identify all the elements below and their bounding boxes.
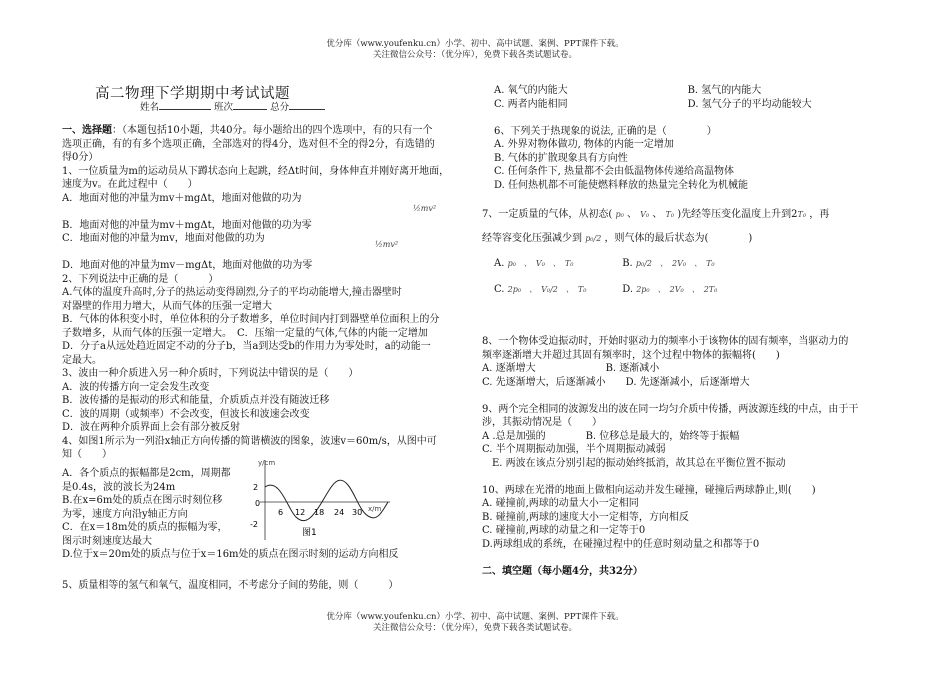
q4-option-line: D.位于x＝20m处的质点与位于x＝16m处的质点在图示时刻的运动方向相反 [62, 549, 399, 560]
q7-T0-b: T₀ [797, 210, 807, 219]
right2-line: B. 碰撞前,两球的速度大小一定相等，方向相反 [482, 511, 689, 523]
score-blank [289, 99, 325, 110]
q7 [482, 208, 922, 296]
left-line: 3、波由一种介质进入另一种介质时，下列说法中错误的是（ ） [62, 368, 359, 379]
exam-title: 高二物理下学期期中考试试题 [95, 86, 290, 102]
name-label: 姓名 [140, 102, 160, 113]
q4-option-line: C．在x＝18m处的质点的振幅为零， [62, 522, 228, 533]
left-line: 4、如图1所示为一列沿x轴正方向传播的简谐横波的图象，波速v＝60m/s，从图中可 [62, 435, 437, 447]
left-line: 子数增多，从而气体的压强一定增大。 C．压缩一定量的气体,气体的内能一定增加 [62, 327, 428, 339]
right2-line [482, 470, 922, 484]
fig-xtick-12: 12 [295, 508, 306, 517]
left-column [62, 124, 472, 462]
fig-xtick-18: 18 [314, 508, 325, 517]
q7-A-vals: p₀ 、 V₀ 、 T₀ [507, 259, 574, 268]
left-line: 定最大。 [62, 354, 102, 366]
class-blank [233, 99, 267, 110]
fig-ylabel: y/cm [258, 459, 276, 467]
fig-ytick-2: 2 [253, 483, 259, 492]
q4-option-line: 为零，速度方向沿y轴正方向 [62, 508, 188, 520]
q7-l2a: 经等容变化压强减少到 [482, 232, 582, 244]
q7-l1e: ，再 [809, 209, 830, 220]
left-line [62, 246, 472, 260]
q7-options-cd [482, 283, 922, 297]
fig-caption: 图1 [302, 528, 317, 538]
q7-optA: A. [494, 258, 505, 269]
formula-half-mv2-b: ½mv² [375, 240, 399, 249]
class-label: 班次 [214, 102, 234, 113]
right-line: C. 任何条件下, 热量都不会由低温物体传递给高温物体 [494, 166, 735, 177]
left-line: 知（ ） [62, 449, 112, 460]
wave-curve [265, 480, 388, 521]
q7-p0: p₀ [615, 210, 624, 219]
right2-line: C. 半个周期振动加强，半个周期振动减弱 [482, 444, 666, 455]
right-line: A. 外界对物体做功, 物体的内能一定增加 [494, 139, 674, 150]
header-line-1: 优分库（www.youfenku.cn）小学、初中、高中试题、案例、PPT课件下载。 [326, 39, 624, 49]
q7-l1c: 、 [652, 209, 663, 220]
right2-line: C. 碰撞前,两球的动量之和一定等于0 [482, 525, 646, 536]
q7-l2b: ，则气体的最后状态为( ) [604, 232, 753, 244]
left-line: C．波的周期（或频率）不会改变，但波长和波速会改变 [62, 408, 310, 420]
left-line: B．地面对他的冲量为mv＋mgΔt，地面对他做的功为零 [62, 219, 312, 231]
q5-text: 5、质量相等的氢气和氧气，温度相同，不考虑分子间的势能，则（ ） [62, 580, 399, 591]
right-line: C. 两者内能相同 D. 氢气分子的平均动能较大 [494, 98, 812, 110]
q4-option-line: B.在x=6m处的质点在图示时刻位移 [62, 495, 223, 506]
right2-line: C. 先逐渐增大，后逐渐减小 D. 先逐渐减小，后逐渐增大 [482, 376, 750, 388]
q4-option-line: A．各个质点的振幅都是2cm，周期都 [62, 468, 231, 479]
left-line: B．波传播的是振动的形式和能量，介质质点并没有随波迁移 [62, 395, 330, 406]
right-column-top [494, 84, 914, 192]
header-line-2: 关注微信公众号：（优分库），免费下载各类试题试卷。 [372, 50, 577, 60]
left-line: 选项正确，有的有多个选项正确，全部选对的得4分，选对但不全的得2分，有选错的 [62, 138, 435, 150]
fig-xtick-30: 30 [352, 508, 363, 517]
right2-line: 9、两个完全相同的波源发出的波在同一均匀介质中传播，两波源连线的中点，由于干 [482, 403, 859, 415]
left-line: 速度为v。在此过程中（ ） [62, 179, 198, 190]
right2-line: 8、一个物体受迫振动时，开始时驱动力的频率小于该物体的固有频率，当驱动力的 [482, 336, 849, 347]
right2-line: E. 两波在该点分别引起的振动始终抵消，故其总在平衡位置不振动 [482, 457, 786, 469]
q7-D-vals: 2p₀ 、 2V₀ 、 2T₀ [636, 284, 718, 294]
score-label: 总分 [270, 102, 290, 113]
right-line: 6、下列关于热现象的说法, 正确的是（ ） [494, 125, 717, 137]
q7-V0: V₀ [640, 210, 650, 219]
q7-optC: C. [494, 283, 505, 295]
left-line: D．分子a从远处趋近固定不动的分子b，当a到达受b的作用力为零处时，a的动能一 [62, 341, 431, 352]
formula-half-mv2-a: ½mv² [413, 204, 437, 213]
left-line: A.气体的温度升高时,分子的热运动变得剧烈,分子的平均动能增大,撞击器壁时 [62, 287, 402, 298]
right2-line: 二、填空题（每小题4分，共32分） [482, 565, 643, 577]
right-line: D. 任何热机都不可能使燃料释放的热量完全转化为机械能 [494, 179, 749, 191]
q7-line1 [482, 208, 922, 222]
fig-ytick-0: 0 [255, 499, 261, 508]
right2-line [482, 389, 922, 403]
left-line: A．地面对他的冲量为mv＋mgΔt，地面对他做的功为 [62, 192, 302, 204]
q7-optD: D. [622, 283, 634, 295]
left-line: C．地面对他的冲量为mv，地面对他做的功为 [62, 233, 265, 244]
q7-options-ab [482, 257, 922, 271]
q7-C-vals: 2p₀ 、 V₀/2 、 T₀ [507, 284, 587, 294]
fig-xtick-6: 6 [278, 508, 284, 517]
right2-line: A .总是加强的 B. 位移总是最大的，始终等于振幅 [482, 430, 740, 442]
right-line: A. 氧气的内能大 B. 氢气的内能大 [494, 85, 762, 96]
left-line: 对器壁的作用力增大，从而气体的压强一定增大 [62, 300, 272, 312]
fig-xlabel: x/m [368, 505, 382, 513]
right-column-bottom [482, 335, 922, 578]
left-line: 一、选择题：（本题包括10小题，共40分。每小题给出的四个选项中，有的只有一个 [62, 125, 433, 136]
left-line: D．波在两种介质界面上会有部分被反射 [62, 422, 241, 433]
q7-B-vals: p₀/2 、 2V₀ 、 T₀ [635, 259, 715, 268]
wave-figure [240, 455, 400, 555]
q4-option-line: 图示时刻速度达最大 [62, 535, 152, 547]
page-footer [0, 612, 950, 634]
right2-line: 涉，其振动情况是（ ） [482, 417, 602, 428]
footer-line-1: 优分库（www.youfenku.cn）小学、初中、高中试题、案例、PPT课件下载。 [326, 612, 624, 622]
q7-l1d: )先经等压变化温度上升到2 [677, 209, 798, 220]
q7-l1a: 7、一定质量的气体，从初态( [482, 209, 613, 220]
footer-line-2: 关注微信公众号：（优分库），免费下载各类试题试卷。 [372, 623, 577, 633]
page-header [0, 39, 950, 61]
exam-subtitle [140, 99, 325, 113]
left-line [62, 205, 472, 219]
left-line: A．波的传播方向一定会发生改变 [62, 381, 210, 393]
fig-ytick-neg2: -2 [250, 520, 258, 529]
right-line: B. 气体的扩散现象具有方向性 [494, 152, 628, 164]
q7-optB: B. [622, 258, 633, 269]
q7-T0: T₀ [665, 210, 675, 219]
right-line [494, 111, 914, 125]
left-line: 得0分） [62, 152, 99, 163]
right2-line: 10、两球在光滑的地面上做相向运动并发生碰撞，碰撞后两球静止,则( ) [482, 484, 816, 496]
q7-p02: p₀/2 [585, 233, 602, 243]
q7-l1b: 、 [626, 209, 637, 220]
right2-line: A. 逐渐增大 B. 逐渐减小 [482, 363, 660, 374]
fig-xtick-24: 24 [334, 508, 345, 517]
left-line: 1、一位质量为m的运动员从下蹲状态向上起跳，经Δt时间，身体伸直并刚好离开地面， [62, 165, 450, 177]
name-blank [159, 99, 211, 110]
q4-option-line: 是0.4s，波的波长为24m [62, 481, 176, 493]
right2-line: 频率逐渐增大并超过其固有频率时，这个过程中物体的振幅将( ) [482, 349, 780, 361]
left-line: 2、下列说法中正确的是（ ） [62, 273, 219, 285]
q7-line2 [482, 232, 922, 246]
left-line: B．气体的体积变小时，单位体积的分子数增多，单位时间内打到器壁单位面积上的分 [62, 314, 440, 325]
right2-line: A. 碰撞前,两球的动量大小一定相同 [482, 498, 639, 509]
left-line: D．地面对他的冲量为mv－mgΔt，地面对他做的功为零 [62, 260, 313, 271]
right2-line [482, 551, 922, 565]
right2-line: D.两球组成的系统，在碰撞过程中的任意时刻动量之和都等于0 [482, 538, 760, 550]
q5 [62, 579, 472, 593]
